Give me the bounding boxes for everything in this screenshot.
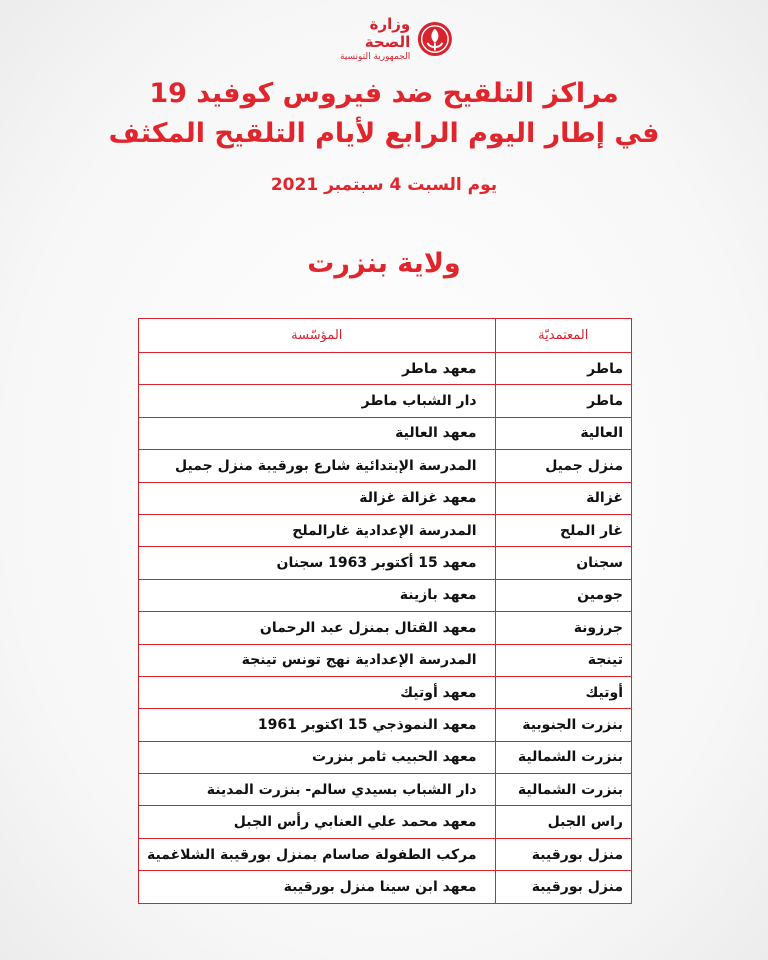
institution-cell: معهد ماطر	[139, 353, 496, 385]
date-line: يوم السبت 4 سبتمبر 2021	[270, 175, 498, 195]
health-ministry-emblem-icon	[416, 19, 454, 59]
ministry-name: وزارة الصحة	[364, 15, 411, 51]
table-row	[139, 709, 632, 741]
table-row	[139, 482, 632, 514]
table-row	[139, 385, 632, 417]
delegation-cell: غزالة	[495, 482, 631, 514]
table-row	[139, 644, 632, 676]
institution-cell: معهد أوتيك	[139, 676, 496, 708]
delegation-cell: بنزرت الشمالية	[495, 774, 631, 806]
institution-cell: دار الشباب ماطر	[139, 385, 496, 417]
institution-cell: معهد بازينة	[139, 579, 496, 611]
delegation-cell: سجنان	[495, 547, 631, 579]
institution-cell: مركب الطفولة صاسام بمنزل بورقيبة الشلاغمية	[139, 838, 496, 870]
table-row	[139, 417, 632, 449]
delegation-cell: ماطر	[495, 385, 631, 417]
vaccination-centers-table	[138, 318, 632, 904]
institution-cell: معهد الحبيب ثامر بنزرت	[139, 741, 496, 773]
republic-name: الجمهورية التونسية	[339, 52, 411, 62]
institution-cell: معهد العالية	[139, 417, 496, 449]
institution-cell: دار الشباب بسيدي سالم- بنزرت المدينة	[139, 774, 496, 806]
table-row	[139, 514, 632, 546]
institution-cell: المدرسة الإعدادية نهج تونس تينجة	[139, 644, 496, 676]
institution-cell: معهد ابن سينا منزل بورقيبة	[139, 871, 496, 903]
institution-cell: المدرسة الإعدادية غارالملح	[139, 514, 496, 546]
page-title-line2: في إطار اليوم الرابع لأيام التلقيح المكثف	[108, 118, 660, 149]
table-row	[139, 579, 632, 611]
table-row	[139, 450, 632, 482]
table-row	[139, 547, 632, 579]
table-header-row	[139, 319, 632, 353]
table-row	[139, 871, 632, 903]
ministry-logo	[324, 16, 454, 62]
delegation-cell: غار الملح	[495, 514, 631, 546]
institution-cell: معهد القتال بمنزل عبد الرحمان	[139, 612, 496, 644]
institution-cell: معهد محمد علي العنابي رأس الجبل	[139, 806, 496, 838]
table-row	[139, 838, 632, 870]
delegation-cell: راس الجبل	[495, 806, 631, 838]
institution-cell: معهد 15 أكتوبر 1963 سجنان	[139, 547, 496, 579]
table-body	[139, 353, 632, 904]
delegation-cell: ماطر	[495, 353, 631, 385]
page-title-line1: مراكز التلقيح ضد فيروس كوفيد 19	[149, 78, 619, 109]
table-row	[139, 774, 632, 806]
table-row	[139, 741, 632, 773]
logo-text	[324, 15, 410, 63]
delegation-cell: منزل بورقيبة	[495, 871, 631, 903]
institution-cell: المدرسة الإبتدائية شارع بورقيبة منزل جميل	[139, 450, 496, 482]
table-row	[139, 806, 632, 838]
delegation-cell: بنزرت الجنوبية	[495, 709, 631, 741]
institution-cell: معهد غزالة غزالة	[139, 482, 496, 514]
table-row	[139, 353, 632, 385]
governorate-heading: ولاية بنزرت	[307, 248, 461, 279]
table-row	[139, 676, 632, 708]
delegation-cell: بنزرت الشمالية	[495, 741, 631, 773]
delegation-cell: جرزونة	[495, 612, 631, 644]
delegation-cell: العالية	[495, 417, 631, 449]
table-row	[139, 612, 632, 644]
delegation-cell: تينجة	[495, 644, 631, 676]
delegation-cell: أوتيك	[495, 676, 631, 708]
header-institution: المؤسّسة	[139, 319, 496, 353]
institution-cell: معهد النموذجي 15 اكتوبر 1961	[139, 709, 496, 741]
delegation-cell: منزل جميل	[495, 450, 631, 482]
header-delegation: المعتمديّة	[495, 319, 631, 353]
delegation-cell: جومين	[495, 579, 631, 611]
delegation-cell: منزل بورقيبة	[495, 838, 631, 870]
